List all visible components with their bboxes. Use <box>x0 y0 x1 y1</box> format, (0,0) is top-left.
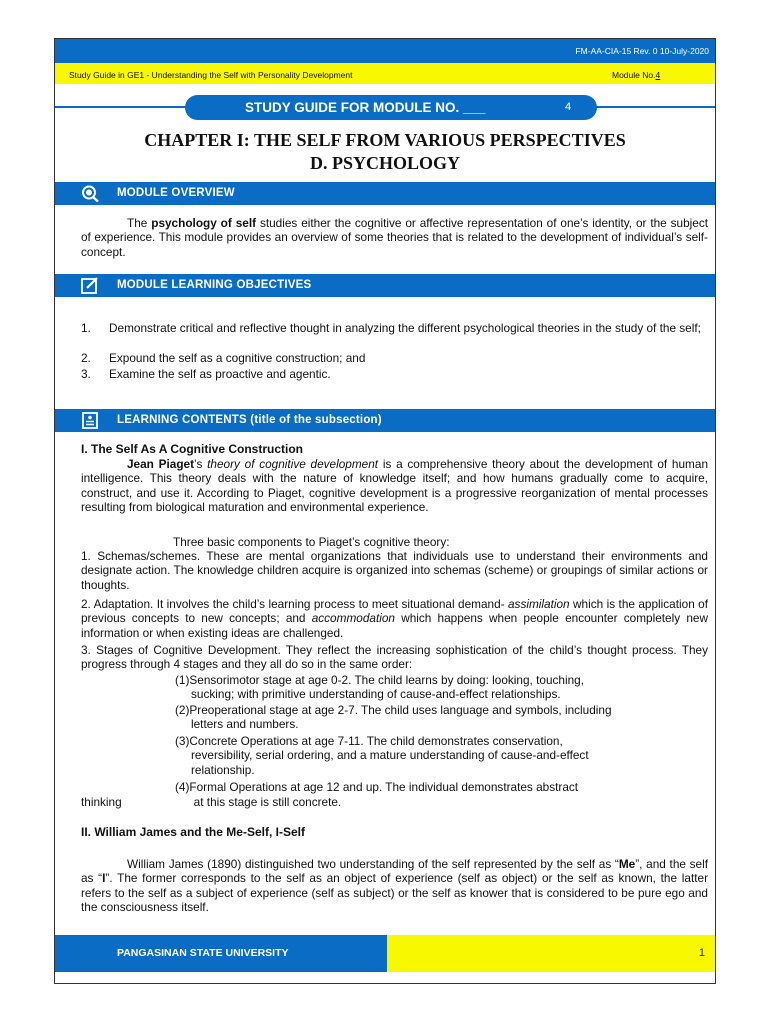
stage-formal-operations-cont: thinking at this stage is still concrete. <box>81 795 342 809</box>
heading-william-james: II. William James and the Me-Self, I-Self <box>81 825 305 839</box>
section-module-overview <box>55 182 715 205</box>
overview-paragraph: The psychology of self studies either the cognitive or affective representation of one’s identity, or the subject of experience. This module provides an overview of some theories that is related to the development of individual’s self-concept. <box>81 216 709 259</box>
page-number: 1 <box>698 947 705 959</box>
guide-title: Study Guide in GE1 - Understanding the Self with Personality Development <box>69 70 353 80</box>
stage-concrete-operations: (3)Concrete Operations at age 7-11. The child demonstrates conservation, reversibility, serial ordering, and a mature understanding of cause-and-effect relationship. <box>175 734 589 777</box>
form-code-bar <box>55 39 715 63</box>
stage-sensorimotor: (1)Sensorimotor stage at age 0-2. The child learns by doing: looking, touching, sucking; with primitive understanding of cause-and-effect relationships. <box>175 673 584 702</box>
section-label: MODULE OVERVIEW <box>117 187 235 199</box>
stage-preoperational: (2)Preoperational stage at age 2-7. The child uses language and symbols, including letters and numbers. <box>175 703 612 732</box>
edit-icon <box>81 277 99 294</box>
section-label: LEARNING CONTENTS (title of the subsection) <box>117 414 382 426</box>
chapter-subtitle: D. PSYCHOLOGY <box>309 153 460 173</box>
section-label: MODULE LEARNING OBJECTIVES <box>117 279 312 291</box>
heading-cognitive-construction: I. The Self As A Cognitive Construction <box>81 442 304 456</box>
objective-item: 2. Expound the self as a cognitive construction; and <box>81 351 366 365</box>
study-guide-page <box>54 38 716 984</box>
section-learning-contents <box>55 409 715 432</box>
objective-item: 1. Demonstrate critical and reflective thought in analyzing the different psychological theories in the study of the self; <box>81 321 701 335</box>
guide-title-bar <box>55 63 715 84</box>
footer-page-bar <box>387 935 715 972</box>
components-intro: Three basic components to Piaget’s cognitive theory: <box>173 535 450 549</box>
section-learning-objectives <box>55 274 715 297</box>
component-stages: 3. Stages of Cognitive Development. They reflect the increasing sophistication of the child’s thought process. They progress through 4 stages and they all do so in the same order: <box>81 643 708 672</box>
form-code: FM-AA-CIA-15 Rev. 0 10-July-2020 <box>575 46 709 56</box>
objective-item: 3. Examine the self as proactive and agentic. <box>81 367 331 381</box>
magnifier-icon <box>81 185 99 202</box>
module-number-label: Module No.4 <box>612 70 661 80</box>
piaget-paragraph: Jean Piaget’s theory of cognitive development is a comprehensive theory about the development of human intelligence. This theory deals with the nature of knowledge itself; and how humans gradually come to acquire, construct, and use it. According to Piaget, cognitive development is a progressive reorganization of mental processes resulting from biological maturation and environmental experience. <box>81 457 708 514</box>
university-name: PANGASINAN STATE UNIVERSITY <box>117 947 289 959</box>
chapter-title: CHAPTER I: THE SELF FROM VARIOUS PERSPECTIVES <box>144 130 626 150</box>
document-icon <box>81 412 99 429</box>
banner-number: 4 <box>565 101 572 113</box>
banner-label: STUDY GUIDE FOR MODULE NO. ___ <box>245 100 486 115</box>
component-adaptation: 2. Adaptation. It involves the child’s learning process to meet situational demand- assimilation which is the application of previous concepts to new concepts; and accommodation which happens when people encounter completely new information or when existing ideas are challenged. <box>81 597 709 640</box>
james-paragraph: William James (1890) distinguished two understanding of the self represented by the self as “Me”, and the self as “I”. The former corresponds to the self as an object of experience (self as object) or the self as known, the latter refers to the self as a subject of experience (self as subject) or the self as knower that is considered to be pure ego and the consciousness itself. <box>81 857 709 914</box>
component-schemas: 1. Schemas/schemes. These are mental organizations that individuals use to understand their environments and designate action. The knowledge children acquire is organized into schemas (scheme) or groupings of similar actions or thoughts. <box>81 549 708 592</box>
stage-formal-operations: (4)Formal Operations at age 12 and up. The individual demonstrates abstract <box>175 780 579 794</box>
module-banner <box>185 95 597 120</box>
footer-university-bar <box>55 935 387 972</box>
